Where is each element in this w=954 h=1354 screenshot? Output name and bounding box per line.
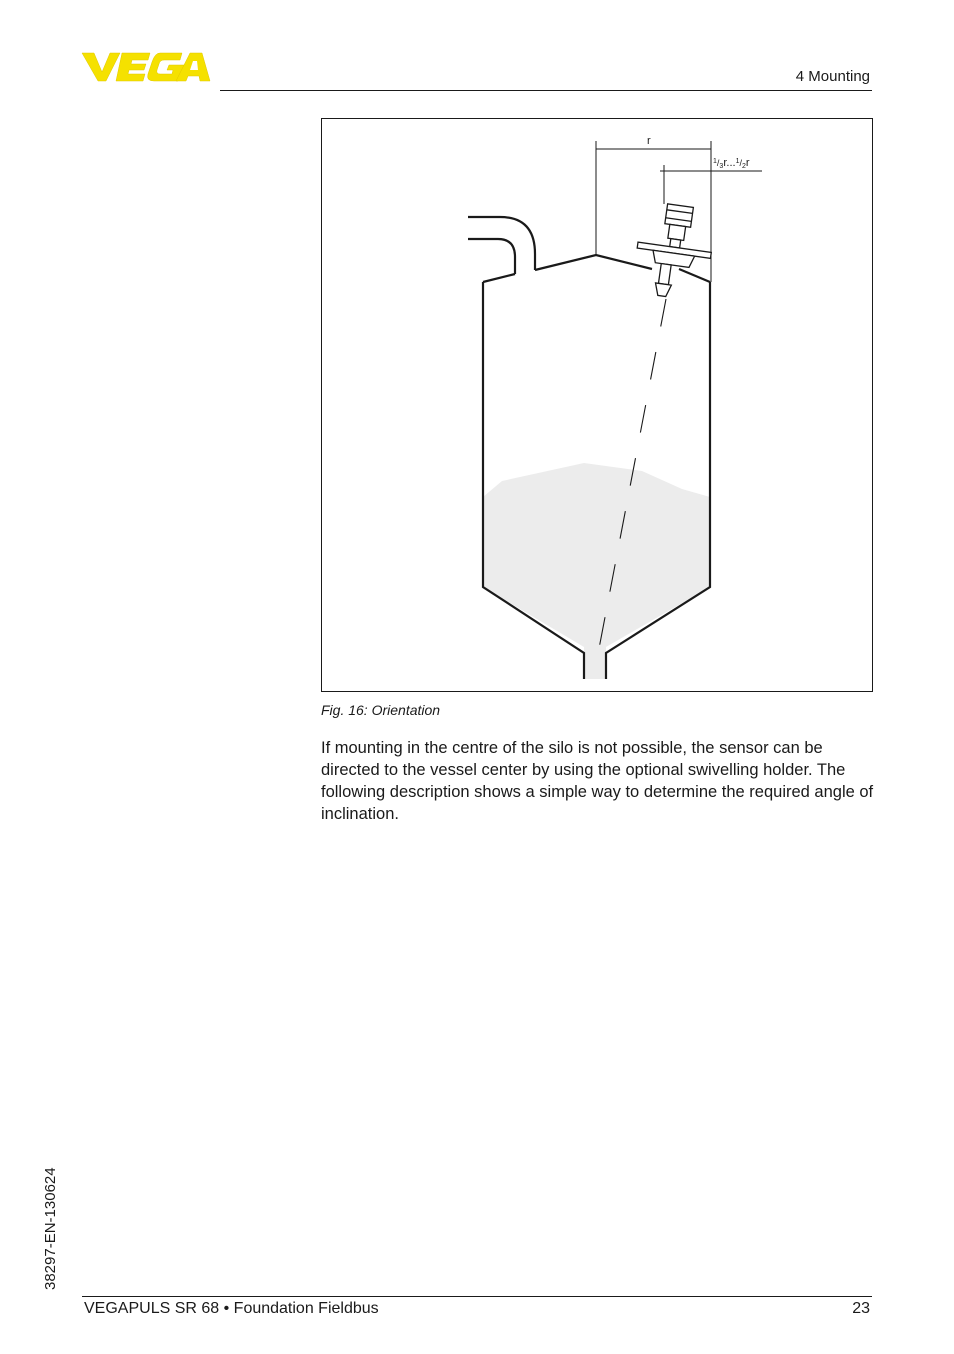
document-code: 38297-EN-130624 (42, 1167, 59, 1290)
header-divider (220, 90, 872, 91)
silo-diagram (322, 119, 874, 693)
footer-product: VEGAPULS SR 68 • Foundation Fieldbus (84, 1300, 379, 1317)
radar-sensor (631, 201, 717, 302)
inlet-pipe (468, 217, 535, 274)
section-title: 4 Mounting (795, 68, 870, 85)
figure-caption: Fig. 16: Orientation (321, 702, 441, 718)
footer-divider (82, 1296, 872, 1297)
figure-orientation (321, 118, 873, 692)
body-paragraph: If mounting in the centre of the silo is not possible, the sensor can be directed to the vessel center by using the optional swivelling holder. The following description shows a simple way to determine the required angle of inclination. (321, 739, 874, 823)
label-fraction: $^1_/$3r...$^1_/$2r (713, 157, 750, 170)
bulk-material (483, 463, 710, 679)
page-number: 23 (852, 1300, 870, 1317)
label-r: r (647, 135, 651, 147)
vega-logo (80, 50, 212, 84)
